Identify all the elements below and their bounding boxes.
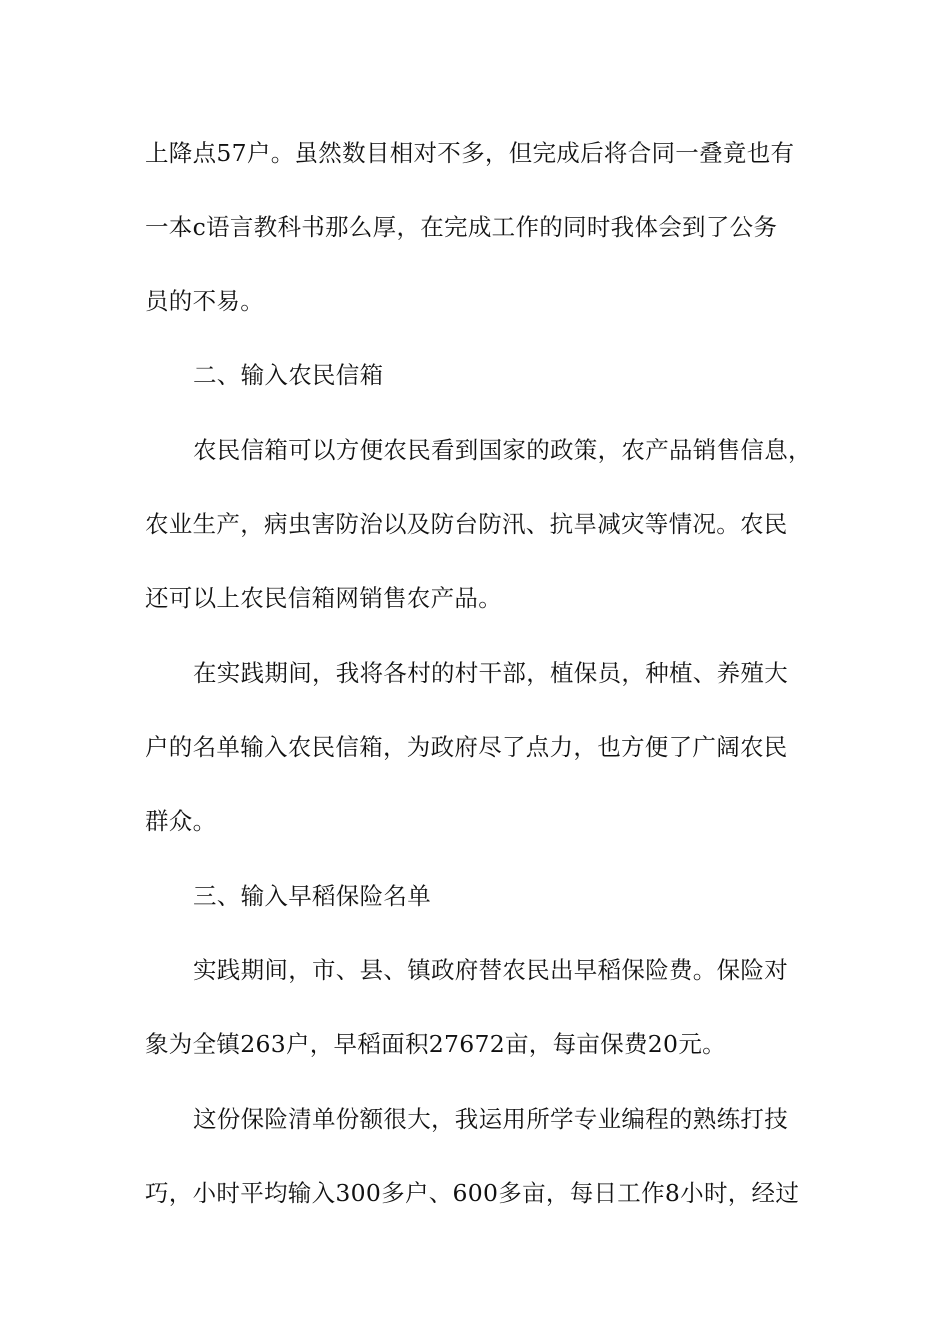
section-heading: 三、输入早稻保险名单 <box>193 882 431 910</box>
paragraph-line: 农业生产，病虫害防治以及防台防汛、抗旱减灾等情况。农民 <box>145 510 788 538</box>
paragraph-line: 在实践期间，我将各村的村干部，植保员，种植、养殖大 <box>193 659 788 687</box>
paragraph-line: 实践期间，市、县、镇政府替农民出早稻保险费。保险对 <box>193 956 788 984</box>
paragraph-line: 一本c语言教科书那么厚，在完成工作的同时我体会到了公务 <box>145 213 778 241</box>
paragraph-line: 群众。 <box>145 807 217 835</box>
paragraph-line: 上降点57户。虽然数目相对不多，但完成后将合同一叠竟也有 <box>145 139 795 167</box>
paragraph-line: 户的名单输入农民信箱，为政府尽了点力，也方便了广阔农民 <box>145 733 788 761</box>
paragraph-line: 还可以上农民信箱网销售农产品。 <box>145 584 502 612</box>
paragraph-line: 巧，小时平均输入300多户、600多亩，每日工作8小时，经过 <box>145 1179 800 1207</box>
paragraph-line: 象为全镇263户，早稻面积27672亩，每亩保费20元。 <box>145 1030 726 1058</box>
paragraph-line: 员的不易。 <box>145 287 264 315</box>
paragraph-line: 这份保险清单份额很大，我运用所学专业编程的熟练打技 <box>193 1105 788 1133</box>
paragraph-line: 农民信箱可以方便农民看到国家的政策，农产品销售信息， <box>193 436 812 464</box>
section-heading: 二、输入农民信箱 <box>193 361 384 389</box>
